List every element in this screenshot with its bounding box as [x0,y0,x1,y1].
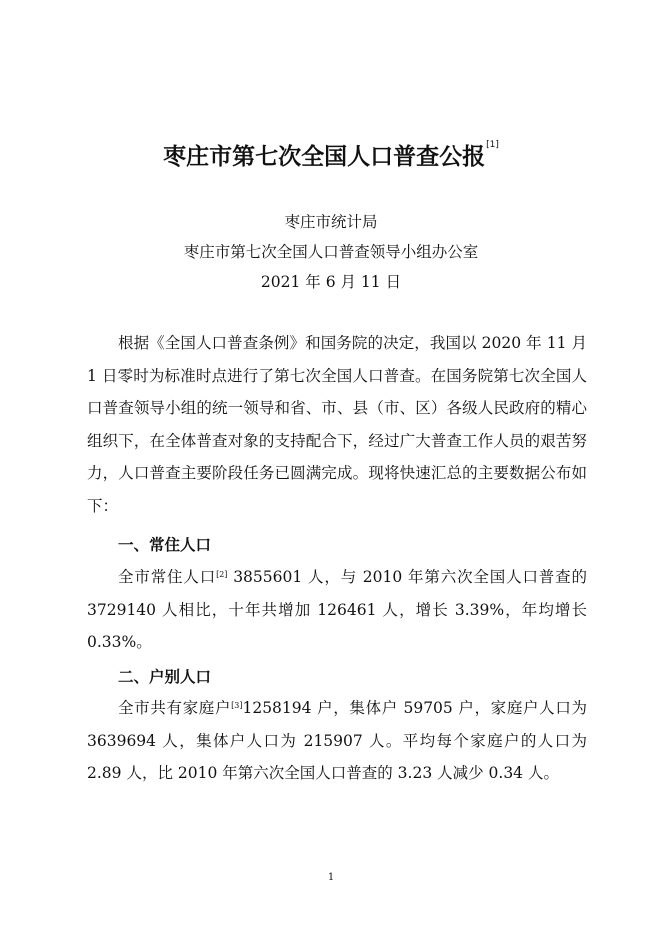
section-heading-resident-population: 一、常住人口 [118,536,212,554]
household-footnote-ref[interactable]: [3] [231,701,243,710]
household-text-lead: 全市共有家庭户 [118,699,232,717]
resident-footnote-ref[interactable]: [2] [216,570,228,579]
title-text: 枣庄市第七次全国人口普查公报 [163,144,486,170]
household-population-paragraph [87,692,587,790]
resident-text-body: 3855601 人，与 2010 年第六次全国人口普查的 3729140 人相比，十年共增加 126461 人，增长 3.39%，年均增长 0.33%。 [87,568,587,651]
intro-paragraph: 根据《全国人口普查条例》和国务院的决定，我国以 2020 年 11 月 1 日零时为标准时点进行了第七次全国人口普查。在国务院第七次全国人口普查领导小组的统一领导和省、市、县（市、区）各级人民政府的精心组织下，在全体普查对象的支持配合下，经过广大普查工作人员的艰苦努力，人口普查主要阶段任务已圆满完成。现将快速汇总的主要数据公布如下： [87,334,587,515]
document-title [0,138,662,171]
issuer-census-office: 枣庄市第七次全国人口普查领导小组办公室 [183,243,479,261]
resident-text-lead: 全市常住人口 [118,568,217,586]
household-text-body: 1258194 户，集体户 59705 户，家庭户人口为 3639694 人，集体户人口为 215907 人。平均每个家庭户的人口为 2.89 人，比 2010 年第六次全国人口普查的 3.23 人减少 0.34 人。 [87,699,587,782]
resident-population-paragraph [87,561,587,659]
title-footnote-ref[interactable]: [1] [486,140,499,150]
section-heading-household-population: 二、户别人口 [118,668,212,686]
page-number: 1 [327,872,335,883]
publish-date: 2021 年 6 月 11 日 [260,273,402,291]
issuer-statistics-bureau: 枣庄市统计局 [284,213,378,231]
